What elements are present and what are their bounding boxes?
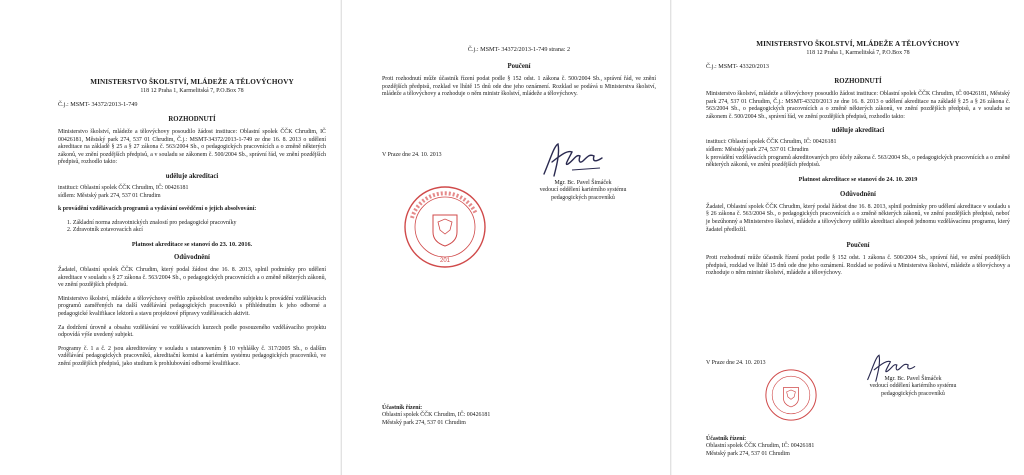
list-item: 1. Základní norma zdravotnických znalostí pro pedagogické pracovníky bbox=[67, 219, 237, 226]
validity-line: Platnost akreditace se stanoví do 24. 10. 2019 bbox=[798, 175, 918, 183]
party-address: Městský park 274, 537 01 Chrudim bbox=[382, 419, 466, 426]
purpose-line: k provádění vzdělávacích programů a vydávání osvědčení o jejich absolvování: bbox=[58, 206, 257, 213]
signer-block bbox=[838, 376, 988, 398]
ministry-address: 118 12 Praha 1, Karmelitská 7, P.O.Box 78 bbox=[140, 88, 244, 94]
decision-page-3 bbox=[672, 0, 1024, 475]
instruction-heading: Poučení bbox=[846, 242, 870, 250]
decision-page-2 bbox=[341, 0, 671, 475]
ministry-header: MINISTERSTVO ŠKOLSTVÍ, MLÁDEŽE A TĚLOVÝCHOVY bbox=[90, 78, 294, 86]
reasoning-paragraph: Programy č. 1 a č. 2 jsou akreditovány v souladu s ustanovením § 10 vyhlášky č. 317/2005 Sb., o dalším vzdělávání pedagogických pracovníků, akreditační komisi a kariérním systému pedagogických pracovníků, ve znění pozdějších předpisů, jako studium k prohlubování odborné kvalifikace. bbox=[58, 345, 326, 367]
place-date: V Praze dne 24. 10. 2013 bbox=[382, 152, 442, 158]
signer-block bbox=[508, 180, 658, 202]
reasoning-paragraph: Žadatel, Oblastní spolek ČČK Chrudim, který podal žádost dne 16. 8. 2013, splnil podmínky pro udělení akreditace v souladu s § 26 zákona č. 563/2004 Sb., o pedagogických pracovnících a o změně některých zákonů, ve znění pozdějších předpisů, neboť je bezúhonný a Ministerstvo školství, mládeže a tělovýchovy udělilo akreditaci alespoň jednomu vzdělávacímu programu, který žadatel předložil. bbox=[706, 203, 1010, 233]
signature-icon bbox=[538, 140, 610, 182]
reasoning-paragraph: Za dodržení úrovně a obsahu vzdělávání ve vzdělávacích kurzech podle posouzeného vzdělávacího projektu odpovídá výše uvedený subjekt. bbox=[58, 324, 326, 339]
signer-role: pedagogických pracovníků bbox=[881, 390, 945, 397]
party-block bbox=[706, 436, 814, 458]
instruction-text: Proti rozhodnutí může účastník řízení podat podle § 152 odst. 1 zákona č. 500/2004 Sb., správní řád, ve znění pozdějších předpisů, rozklad ve lhůtě 15 dnů ode dne jeho oznámení. Rozklad se podává u Ministerstva školství, mládeže a tělovýchovy a rozhoduje o něm ministr školství, mládeže a tělovýchovy. bbox=[382, 76, 656, 98]
reasoning-paragraph: Ministerstvo školství, mládeže a tělovýchovy ověřilo způsobilost uvedeného subjektu k provádění vzdělávacích programů zaměřených na další vzdělávání pedagogických pracovníků s přihlédnutím k jeho odborné a pedagogické kvalifikace lektorů a stavu projektové přípravy vzdělávacích aktivit. bbox=[58, 295, 326, 317]
validity-line: Platnost akreditace se stanoví do 23. 10. 2016. bbox=[131, 240, 253, 248]
place-date: V Praze dne 24. 10. 2013 bbox=[706, 360, 766, 366]
decision-heading: ROZHODNUTÍ bbox=[834, 78, 882, 85]
party-address: Městský park 274, 537 01 Chrudim bbox=[706, 450, 790, 457]
grant-heading: uděluje akreditaci bbox=[831, 127, 885, 135]
party-name: Oblastní spolek ČČK Chrudim, IČ: 00426181 bbox=[382, 412, 491, 419]
instruction-text: Proti rozhodnutí může účastník řízení podat podle § 152 odst. 1 zákona č. 500/2004 Sb., správní řád, ve znění pozdějších předpisů, rozklad ve lhůtě 15 dnů ode dne jeho oznámení. Rozklad se podává u Ministerstva školství, mládeže a tělovýchovy a rozhoduje o něm ministr školství, mládeže a tělovýchovy. bbox=[706, 255, 1010, 277]
instruction-heading: Poučení bbox=[507, 63, 531, 70]
grant-heading: uděluje akreditaci bbox=[165, 172, 219, 180]
reference-number: Č.j.: MSMT- 43320/2013 bbox=[706, 63, 770, 70]
party-label: Účastník řízení: bbox=[706, 436, 747, 442]
reasoning-paragraph: Žadatel, Oblastní spolek ČČK Chrudim, který podal žádost dne 16. 8. 2013, splnil podmínky pro udělení akreditace v souladu s § 27 zákona č. 563/2004 Sb., o pedagogických pracovnících a o změně některých zákonů, ve znění pozdějších předpisů. bbox=[58, 266, 326, 289]
party-name: Oblastní spolek ČČK Chrudim, IČ: 00426181 bbox=[706, 443, 815, 450]
decision-intro: Ministerstvo školství, mládeže a tělovýchovy posoudilo žádost instituce: Oblastní spolek ČČK Chrudim, IČ 00426181, Městský park 274, 537 01 Chrudim, Č.j.: MSMT-34372/2013-1-749 ze dne 16. 8. 2013 o udělení akreditace na základě § 25 a § 27 zákona č. 563/2004 Sb., o pedagogických pracovnících a o změně některých zákonů, ve znění pozdějších předpisů, a v souladu se zákonem č. 500/2004 Sb., správní řád, ve znění pozdějších předpisů, rozhodlo takto: bbox=[58, 129, 326, 166]
official-stamp-icon bbox=[764, 368, 818, 422]
seat-line: sídlem: Městský park 274, 537 01 Chrudim bbox=[58, 192, 161, 199]
reference-number: Č.j.: MSMT- 34372/2013-1-749 bbox=[58, 101, 138, 108]
signer-name: Mgr. Bc. Pavel Šimáček bbox=[884, 376, 942, 382]
ministry-address: 118 12 Praha 1, Karmelitská 7, P.O.Box 78 bbox=[806, 50, 910, 56]
purpose-line: k provádění vzdělávacích programů akreditovaných pro účely zákona č. 563/2004 Sb., o pedagogických pracovnících a o změně některých zákonů, ve znění pozdějších předpisů. bbox=[706, 154, 1010, 169]
decision-heading: ROZHODNUTÍ bbox=[168, 116, 216, 123]
signer-role: vedoucí oddělení kariérního systému bbox=[869, 383, 957, 390]
decision-page-1 bbox=[0, 0, 340, 475]
institution-line: instituci: Oblastní spolek ČČK Chrudim, IČ: 00426181 bbox=[58, 184, 189, 191]
seat-line: sídlem: Městský park 274, 537 01 Chrudim bbox=[706, 146, 809, 153]
signer-role: pedagogických pracovníků bbox=[551, 194, 615, 201]
reasoning-heading: Odůvodnění bbox=[840, 190, 876, 198]
decision-intro: Ministerstvo školství, mládeže a tělovýchovy posoudilo žádost instituce: Oblastní spolek ČČK Chrudim, IČ 00426181, Městský park 274, 537 01 Chrudim, Č.j.: MSMT-43320/2013 ze dne 16. 8. 2013 o udělení akreditace na základě § 25 a § 26 zákona č. 563/2004 Sb., o pedagogických pracovnících a o změně některých zákonů, ve znění pozdějších předpisů, a v souladu se zákonem č. 500/2004 Sb., správní řád, ve znění pozdějších předpisů, rozhodlo takto: bbox=[706, 91, 1010, 120]
official-stamp-icon bbox=[402, 184, 488, 270]
program-list bbox=[58, 220, 326, 235]
party-block bbox=[382, 405, 490, 427]
party-label: Účastník řízení: bbox=[382, 405, 423, 411]
stamp-number: 201 bbox=[439, 258, 451, 264]
institution-line: instituci: Oblastní spolek ČČK Chrudim, IČ: 00426181 bbox=[706, 139, 837, 146]
signer-name: Mgr. Bc. Pavel Šimáček bbox=[554, 180, 612, 186]
ministry-header: MINISTERSTVO ŠKOLSTVÍ, MLÁDEŽE A TĚLOVÝCHOVY bbox=[756, 40, 960, 48]
reference-number: Č.j.: MSMT- 34372/2013-1-749 strana: 2 bbox=[467, 46, 571, 53]
list-item: 2. Zdravotník zotavovacích akcí bbox=[67, 227, 143, 234]
signer-role: vedoucí oddělení kariérního systému bbox=[539, 187, 627, 194]
reasoning-heading: Odůvodnění bbox=[174, 253, 210, 261]
